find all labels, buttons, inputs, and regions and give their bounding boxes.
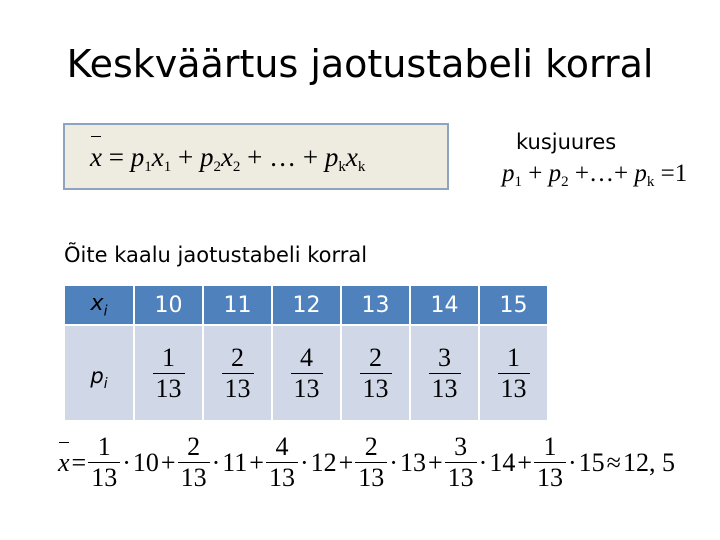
fraction: $\frac{2}{13}$ [355, 432, 387, 493]
fraction: $\frac{2}{13}$ [178, 432, 210, 493]
x-value-cell: 10 [134, 285, 203, 325]
ellipsis: … [269, 142, 297, 172]
x-row-label: $x_i$ [64, 285, 134, 325]
p-value-cell [341, 325, 410, 421]
x-value-cell: 11 [203, 285, 272, 325]
x-value-cell: 14 [410, 285, 479, 325]
fraction: $\frac{3}{13}$ [445, 432, 477, 493]
x-bar-symbol: x [58, 447, 70, 477]
p-value-cell [203, 325, 272, 421]
p-value-cell [134, 325, 203, 421]
plus-sign: + [302, 142, 319, 172]
expected-value-formula [90, 142, 365, 176]
fraction: $\frac{1}{13}$ [534, 432, 566, 493]
probability-sum-formula: $p_1 + p_2$ +…+ $p_k =1$ [502, 160, 688, 190]
fraction: $\frac{2}{13}$ [222, 343, 254, 404]
term-2: $p_2x_2$ [199, 142, 241, 175]
plus-sign: + [247, 142, 263, 172]
term-1: $p_1x_1$ [130, 142, 172, 175]
fraction: $\frac{4}{13}$ [291, 343, 323, 404]
expected-value-formula-box [63, 123, 449, 190]
p-value-cell [272, 325, 341, 421]
x-value-cell: 13 [341, 285, 410, 325]
x-values-row [64, 285, 548, 325]
fraction: $\frac{3}{13}$ [429, 343, 461, 404]
result-value: 12, 5 [622, 447, 675, 477]
fraction: $\frac{1}{13}$ [88, 432, 120, 493]
x-bar-symbol: x [90, 142, 102, 172]
p-value-cell [410, 325, 479, 421]
fraction: $\frac{1}{13}$ [498, 343, 530, 404]
slide-title: Keskväärtus jaotustabeli korral [66, 42, 654, 86]
condition-label: kusjuures [516, 130, 617, 154]
table-caption: Õite kaalu jaotustabeli korral [64, 243, 368, 267]
fraction: $\frac{2}{13}$ [360, 343, 392, 404]
equals-sign: = [108, 142, 124, 172]
fraction: $\frac{4}{13}$ [266, 432, 298, 493]
p-row-label: $p_i$ [64, 325, 134, 421]
x-value-cell: 15 [479, 285, 548, 325]
distribution-table [63, 284, 549, 422]
expected-value-calculation: x = $\frac{1}{13}$ · 10 + $\frac{2}{13}$ · 11 + $\frac{4}{13}$ · 12 + $\frac{2}{13}$ · 13 + $\frac{3}{13}$ · 14 + $\frac{1}{13}$ · 15 ≈ 12, 5 [58, 432, 675, 492]
fraction: $\frac{1}{13}$ [153, 343, 185, 404]
plus-sign: + [177, 142, 194, 172]
p-values-row [64, 325, 548, 421]
x-value-cell: 12 [272, 285, 341, 325]
p-value-cell [479, 325, 548, 421]
term-k: $p_kx_k$ [324, 142, 366, 175]
